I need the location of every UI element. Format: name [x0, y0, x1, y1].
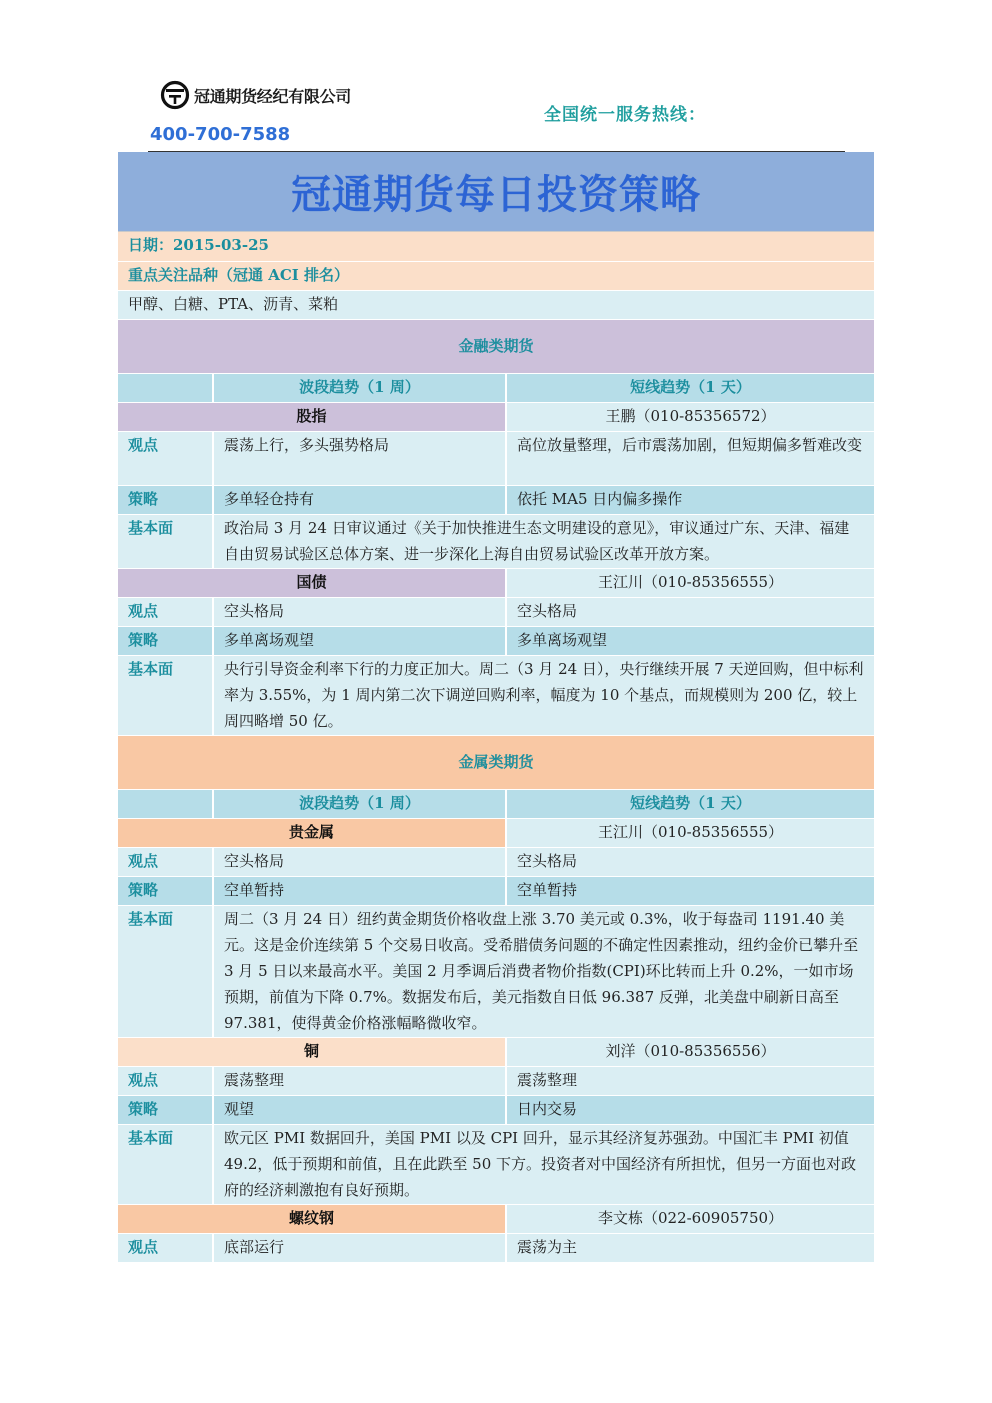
strategy-short: 依托 MA5 日内偏多操作: [506, 485, 874, 514]
label-strategy: 策略: [118, 876, 213, 905]
company-logo: [160, 80, 351, 110]
view-wave: 震荡上行，多头强势格局: [213, 431, 506, 485]
analyst-contact: 李文栋（022-60905750）: [506, 1204, 874, 1233]
label-view: 观点: [118, 597, 213, 626]
view-short: 空头格局: [506, 847, 874, 876]
strategy-short: 空单暂持: [506, 876, 874, 905]
fundamentals-text: 央行引导资金利率下行的力度正加大。周二（3 月 24 日），央行继续开展 7 天逆回购，但中标利率为 3.55%，为 1 周内第二次下调逆回购利率，幅度为 10 个基点，而规模则为 200 亿，较上周四略增 50 亿。: [213, 655, 874, 735]
company-name: 冠通期货经纪有限公司: [194, 86, 352, 106]
label-fundamentals: 基本面: [118, 1124, 213, 1204]
company-logo-icon: [160, 80, 190, 110]
analyst-contact: 王江川（010-85356555）: [506, 818, 874, 847]
label-view: 观点: [118, 431, 213, 485]
label-fundamentals: 基本面: [118, 514, 213, 568]
label-view: 观点: [118, 1066, 213, 1095]
category-name: 螺纹钢: [118, 1204, 506, 1233]
view-wave: 空头格局: [213, 597, 506, 626]
label-view: 观点: [118, 1233, 213, 1262]
strategy-short: 多单离场观望: [506, 626, 874, 655]
view-short: 震荡整理: [506, 1066, 874, 1095]
category-name: 铜: [118, 1037, 506, 1066]
strategy-wave: 观望: [213, 1095, 506, 1124]
view-short: 空头格局: [506, 597, 874, 626]
strategy-wave: 多单轻仓持有: [213, 485, 506, 514]
hotline-number: 400-700-7588: [150, 124, 291, 145]
colhead-wave-trend: 波段趋势（1 周）: [213, 373, 506, 402]
label-strategy: 策略: [118, 1095, 213, 1124]
label-strategy: 策略: [118, 485, 213, 514]
colhead-blank: [118, 789, 213, 818]
category-name: 股指: [118, 402, 506, 431]
strategy-sheet: [118, 152, 874, 1263]
strategy-wave: 空单暂持: [213, 876, 506, 905]
section-title-metals: 金属类期货: [118, 735, 874, 789]
colhead-blank: [118, 373, 213, 402]
fundamentals-text: 政治局 3 月 24 日审议通过《关于加快推进生态文明建设的意见》，审议通过广东、天津、福建自由贸易试验区总体方案、进一步深化上海自由贸易试验区改革开放方案。: [213, 514, 874, 568]
colhead-short-trend: 短线趋势（1 天）: [506, 789, 874, 818]
label-fundamentals: 基本面: [118, 905, 213, 1037]
title-band: [118, 152, 874, 232]
view-short: 震荡为主: [506, 1233, 874, 1262]
category-name: 贵金属: [118, 818, 506, 847]
view-wave: 底部运行: [213, 1233, 506, 1262]
view-wave: 震荡整理: [213, 1066, 506, 1095]
label-fundamentals: 基本面: [118, 655, 213, 735]
strategy-short: 日内交易: [506, 1095, 874, 1124]
fundamentals-text: 欧元区 PMI 数据回升，美国 PMI 以及 CPI 回升，显示其经济复苏强劲。中国汇丰 PMI 初值 49.2，低于预期和前值，且在此跌至 50 下方。投资者对中国经济有所担忧，但另一方面也对政府的经济刺激抱有良好预期。: [213, 1124, 874, 1204]
analyst-contact: 王鹏（010-85356572）: [506, 402, 874, 431]
category-name: 国债: [118, 568, 506, 597]
section-title-financial: 金融类期货: [118, 319, 874, 373]
analyst-contact: 王江川（010-85356555）: [506, 568, 874, 597]
colhead-wave-trend: 波段趋势（1 周）: [213, 789, 506, 818]
label-strategy: 策略: [118, 626, 213, 655]
focus-heading: 重点关注品种（冠通 ACI 排名）: [118, 261, 874, 290]
hotline-label: 全国统一服务热线：: [544, 105, 706, 125]
view-wave: 空头格局: [213, 847, 506, 876]
colhead-short-trend: 短线趋势（1 天）: [506, 373, 874, 402]
fundamentals-text: 周二（3 月 24 日）纽约黄金期货价格收盘上涨 3.70 美元或 0.3%，收于每盎司 1191.40 美元。这是金价连续第 5 个交易日收高。受希腊债务问题的不确定性因素推动，纽约金价已攀升至 3 月 5 日以来最高水平。美国 2 月季调后消费者物价指数(CPI)环比转而上升 0.2%，一如市场预期，前值为下降 0.7%。数据发布后，美元指数自日低 96.387 反弹，北美盘中刷新日高至 97.381，使得黄金价格涨幅略微收窄。: [213, 905, 874, 1037]
page-header: [0, 0, 992, 152]
strategy-wave: 多单离场观望: [213, 626, 506, 655]
focus-list: 甲醇、白糖、PTA、沥青、菜粕: [118, 290, 874, 319]
date-line: 日期：2015-03-25: [118, 232, 874, 261]
label-view: 观点: [118, 847, 213, 876]
view-short: 高位放量整理，后市震荡加剧，但短期偏多暂难改变: [506, 431, 874, 485]
strategy-table: [118, 232, 874, 1263]
page-title: 冠通期货每日投资策略: [291, 172, 701, 218]
analyst-contact: 刘洋（010-85356556）: [506, 1037, 874, 1066]
